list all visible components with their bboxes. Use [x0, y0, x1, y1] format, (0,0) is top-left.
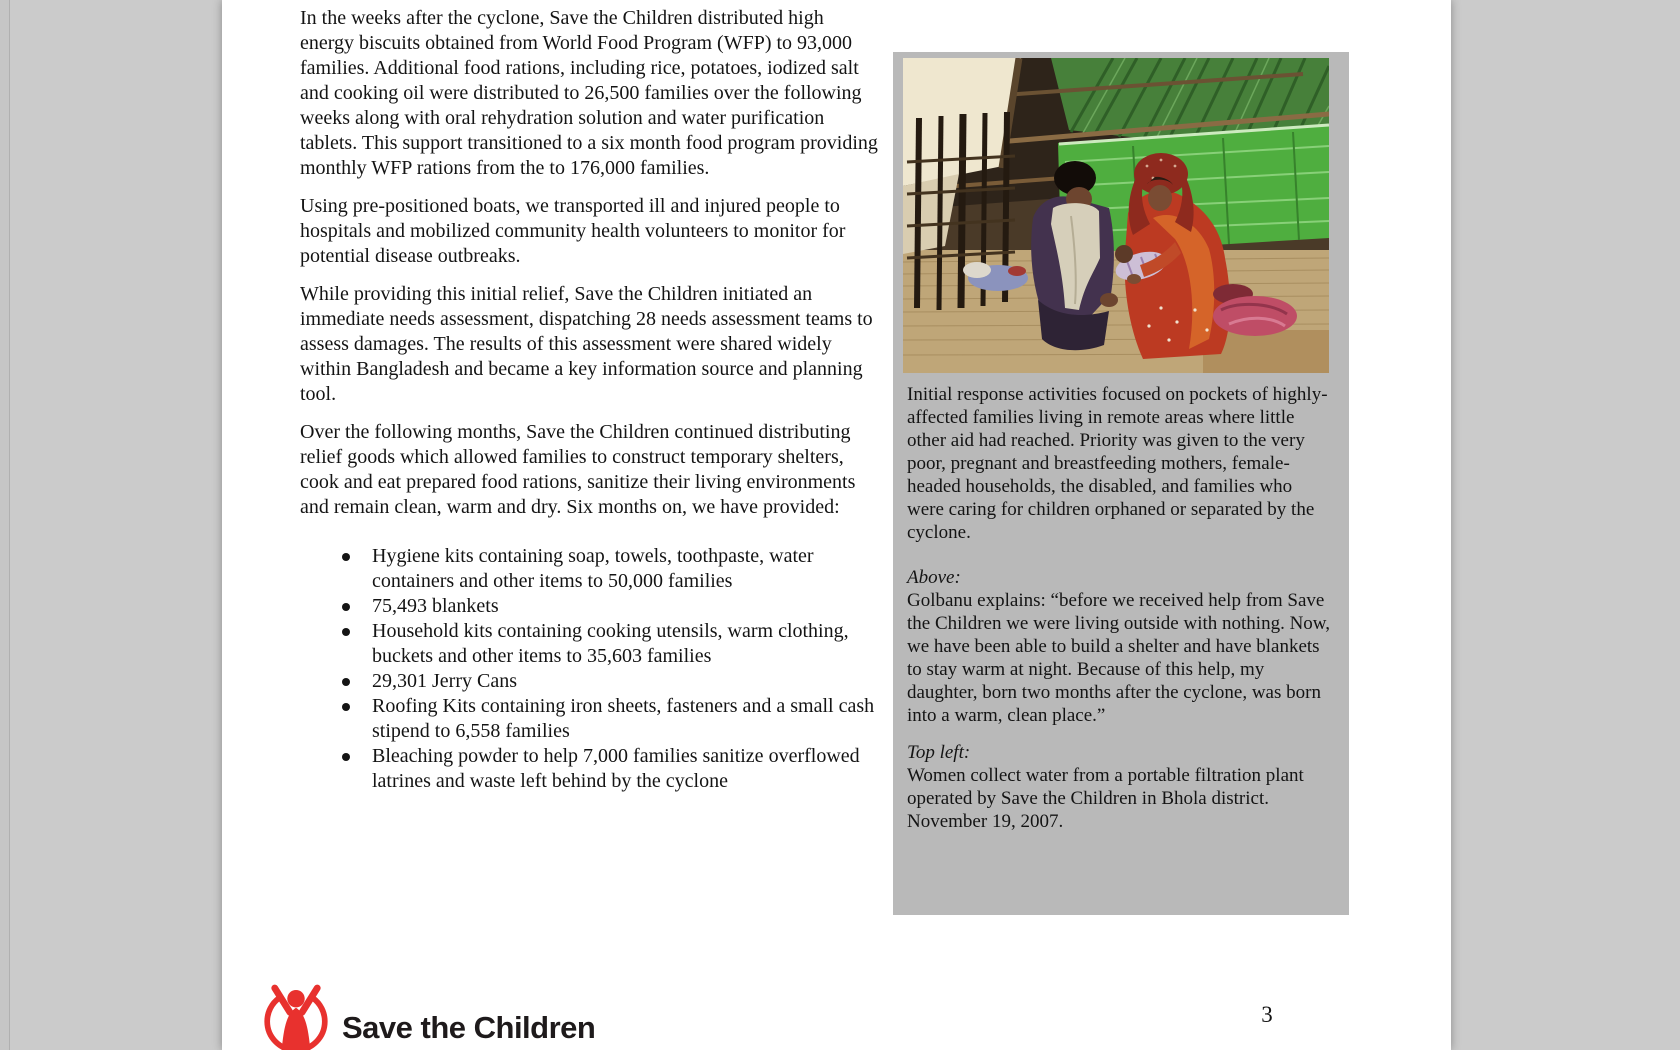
caption-label-top-left: Top left:: [907, 742, 971, 763]
body-paragraph: Over the following months, Save the Children continued distributing relief goods which allowed families to construct temporary shelters, cook and eat prepared food rations, sanitize their living environments and remain clean, warm and dry. Six months on, we have provided:: [300, 421, 856, 518]
caption-label-above: Above:: [907, 567, 961, 588]
logo-wordmark: Save the Children: [342, 1010, 596, 1045]
page-number: 3: [1261, 1002, 1273, 1027]
list-item: Roofing Kits containing iron sheets, fasteners and a small cash stipend to 6,558 families: [340, 694, 1380, 744]
save-the-children-logo: [258, 982, 595, 1050]
list-item: 75,493 blankets: [340, 594, 1380, 619]
save-the-children-logo-mark-icon: [258, 982, 334, 1050]
list-item: Bleaching powder to help 7,000 families sanitize overflowed latrines and waste left behind by the cyclone: [340, 744, 1380, 794]
family-photo: [903, 58, 1329, 373]
body-paragraph: While providing this initial relief, Save the Children initiated an immediate needs assessment, dispatching 28 needs assessment teams to assess damages. The results of this assessment were shared widely within Bangladesh and became a key information source and planning tool.: [300, 283, 873, 405]
viewer-left-edge: [0, 0, 10, 1050]
caption-intro: Initial response activities focused on pockets of highly-affected families living in remote areas where little other aid had reached. Priority was given to the very poor, pregnant and breastfeeding mothers, female-headed households, the disabled, and families who were caring for children orphaned or separated by the cyclone.: [907, 384, 1328, 543]
list-item: Hygiene kits containing soap, towels, toothpaste, water containers and other items to 50,000 families: [340, 544, 1380, 594]
caption-top-left-text: Women collect water from a portable filtration plant operated by Save the Children in Bhola district. November 19, 2007.: [907, 765, 1304, 832]
list-item: Household kits containing cooking utensils, warm clothing, buckets and other items to 35,603 families: [340, 619, 1380, 669]
document-page: [222, 0, 1451, 1050]
photo-caption-panel: [893, 52, 1349, 915]
body-paragraph: Using pre-positioned boats, we transported ill and injured people to hospitals and mobilized community health volunteers to monitor for potential disease outbreaks.: [300, 195, 846, 267]
list-item: 29,301 Jerry Cans: [340, 669, 1380, 694]
body-paragraph: In the weeks after the cyclone, Save the Children distributed high energy biscuits obtained from World Food Program (WFP) to 93,000 families. Additional food rations, including rice, potatoes, iodized salt and cooking oil were distributed to 26,500 families over the following weeks along with oral rehydration solution and water purification tablets. This support transitioned to a six month food program providing monthly WFP rations from the to 176,000 families.: [300, 7, 878, 179]
photo-caption: [903, 383, 1331, 833]
caption-quote: Golbanu explains: “before we received help from Save the Children we were living outside with nothing. Now, we have been able to build a shelter and have blankets to stay warm at night. Because of this help, my daughter, born two months after the cyclone, was born into a warm, clean place.”: [907, 590, 1331, 726]
